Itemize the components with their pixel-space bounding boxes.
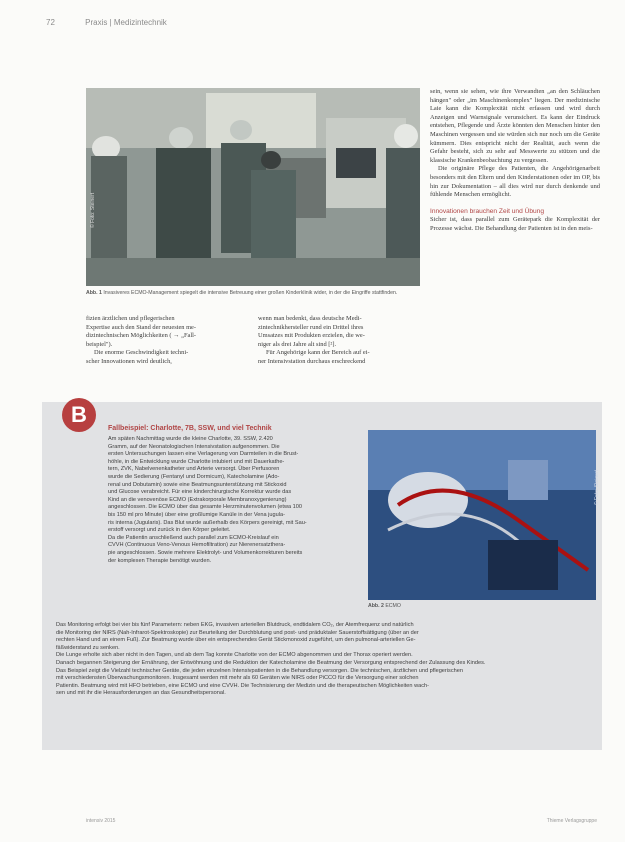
case-box-title: Fallbeispiel: Charlotte, 7B, SSW, und viel Technik — [108, 425, 272, 432]
case-line: Patientin. Beatmung wird mit HFO betrieben, eine ECMO und eine CVVH. Die Technisierung der Medizin und die therapeutischen Möglichkeiten wach- — [56, 682, 430, 689]
case-box-text-left — [108, 436, 360, 565]
figure-2-photo — [368, 430, 600, 600]
col3-paragraph-2: Die originäre Pflege des Patienten, die Angehörigenarbeit besonders mit den Eltern und den Kinderstationen oder im OP, bis hin zur Dokumentation – all dies wird nur durch denkende und fühlende Menschen ermöglicht. — [430, 165, 600, 199]
col2-line: Für Angehörige kann der Bereich auf ei- — [266, 349, 370, 357]
footer-right: Thieme Verlagsgruppe — [546, 818, 597, 824]
col1-line: Expertise auch den Stand der neuesten me- — [86, 323, 197, 331]
case-line: ris interna (Jugularis). Das Blut wurde außerhalb des Körpers gereinigt, mit Sau- — [108, 519, 307, 526]
col2-line: zintechnikhersteller rund ein Drittel ihres — [258, 323, 364, 331]
case-line: wurde die Sedierung (Fentanyl und Dormicum), Katecholamine (Ado- — [108, 473, 280, 480]
case-line: Am späten Nachmittag wurde die kleine Charlotte, 39. SSW, 2.420 — [108, 436, 273, 442]
col1-line: Die enorme Geschwindigkeit techni- — [94, 349, 189, 357]
case-box-badge: B — [62, 398, 96, 432]
case-line: Gramm, auf der Neonatologischen Intensivstation aufgenommen. Die — [108, 443, 280, 450]
case-line: rechten Hand und an einem Fuß). Zur Beatmung wurde über ein entsprechendes Gerät Stickmonoxid zugeführt, um den pulmonal-arteriellen Ge- — [56, 637, 416, 644]
icu-scene-illustration — [86, 88, 420, 286]
case-box-text-bottom — [56, 622, 596, 698]
case-line: ersten Untersuchungen lassen eine Verlagerung von Darmteilen in die Brust- — [108, 451, 299, 458]
col1-line: dizintechnischen Möglichkeiten ( → „Fall- — [86, 332, 197, 340]
case-line: erstoff versorgt und zurück in den Körper geleitet. — [108, 527, 231, 534]
case-line: Da die Patientin anschließend auch parallel zum ECMO-Kreislauf ein — [108, 534, 279, 541]
case-line: pie angeschlossen. Sowie mehrere Elektrolyt- und Volumenkorrekturen bereits — [108, 549, 303, 556]
case-line: mit verschiedensten Überwachungsmonitoren. Insgesamt werden mit mehr als 60 Geräten wie NIRS oder PiCCO für die Versorgung einer solchen — [56, 675, 419, 682]
col3-paragraph-1: sein, wenn sie sehen, wie ihre Verwandten „an den Schläuchen hängen" oder „im Maschinenkomplex" liegen. Der medizinische Laie kann die Komplexität nicht erfassen und wird durch Anzeigen und Warnsignale verunsichert. Es kann der Eindruck entstehen, Pflegende und Ärzte könnten den Menschen hinter den Maschinen vergessen und sie würden sich nur noch um die Geräte kümmern. Dies entspricht nicht der Realität, auch wenn die Gefahr besteht, sich zu sehr auf Messwerte zu stützen und die klassische Krankenbeobachtung zu vergessen. — [430, 88, 600, 164]
figure-1-caption-text: Invasiveres ECMO-Management spiegelt die intensive Betreuung einer großen Kinderklinik wider, in der die Eingriffe stattfinden. — [103, 290, 398, 296]
figure-1-credit: © Foto: Steinert — [90, 192, 96, 228]
footer-left: intensiv 2015 — [86, 818, 116, 824]
case-line: angeschlossen. Die ECMO über das gesamte Herzminutenvolumen (etwa 100 — [108, 504, 303, 511]
text-column-3 — [430, 88, 600, 234]
case-line: höhle, in die Entwicklung wurde Charlotte intubiert und mit Dauerkathe- — [108, 458, 285, 465]
case-line: Danach begannen Steigerung der Ernährung, der Entwöhnung und die Reduktion der Katecholamine die Beatmung der Versorgung entsprechend der Zulassung des Kindes. — [56, 659, 486, 666]
case-line: renal und Dobutamin) sowie eine Beatmungsunterstützung mit Stickoxid — [108, 481, 287, 488]
text-column-2 — [258, 315, 420, 367]
figure-2-credit: © Foto: Steinert — [594, 470, 600, 506]
figure-1-photo — [86, 88, 420, 286]
col1-line: fizien ärztlichen und pflegerischen — [86, 315, 175, 322]
case-line: Das Beispiel zeigt die Vielzahl technischer Geräte, die jeden einzelnen Intensivpatienten in die Behandlung versorgen. Die technischen, ärztlichen und pflegerischen — [56, 667, 463, 674]
col1-line: beispiel"). — [86, 340, 113, 348]
case-line: der komplexen Therapie benötigt wurden. — [108, 557, 212, 564]
case-line: Die Lunge erholte sich aber nicht in den Tagen, und ab dem Tag konnte Charlotte von der ECMO abgenommen und der Thorax operiert werden. — [56, 652, 413, 659]
col2-line: ner Intensivstation durchaus erschreckend — [258, 357, 366, 365]
figure-2-caption-label: Abb. 2 — [368, 603, 384, 609]
case-line: die Monitoring der NIRS (Nah-Infrarot-Spektroskopie) zur Beurteilung der Durchblutung und post- und präduktaler Sauerstoffsättigung (über an der — [56, 629, 419, 636]
col3-paragraph-3: Sicher ist, dass parallel zum Gerätepark die Komplexität der Prozesse wächst. Die Behandlung der Patienten ist in den meis- — [430, 216, 600, 232]
case-line: tern, ZVK, Nabelvenenkatheter und Arterie versorgt. Über Perfusoren — [108, 466, 280, 473]
case-line: sen und mit ihr die Herausforderungen an das Gesundheitspersonal. — [56, 690, 226, 697]
figure-2-caption — [368, 603, 401, 610]
page-number: 72 — [46, 18, 55, 27]
figure-2-caption-text: ECMO — [385, 603, 401, 609]
figure-1-caption — [86, 290, 420, 297]
col2-line: niger als drei Jahre alt sind [²]. — [258, 340, 337, 348]
header-title: Praxis | Medizintechnik — [85, 18, 167, 27]
case-line: Das Monitoring erfolgt bei vier bis fünf Parametern: neben EKG, invasiven arteriellen Blutdruck, endtidalem CO₂, der Atemfrequenz und natürlich — [56, 622, 414, 628]
case-line: und Glucose verabreicht. Für eine kinderchirurgische Korrektur wurde das — [108, 489, 292, 496]
text-column-1 — [86, 315, 246, 367]
ecmo-device-illustration — [368, 430, 596, 600]
case-line: bis 150 ml pro Minute) über eine großlumige Kanüle in der Vena jugula- — [108, 511, 285, 518]
col1-line: scher Innovationen wird deutlich, — [86, 357, 172, 365]
case-line: fäßwiderstand zu senken. — [56, 644, 120, 651]
running-header — [46, 18, 167, 27]
col2-line: Umsatzes mit Produkten erzielen, die we- — [258, 332, 365, 340]
case-line: CVVH (Continuous Veno-Venous Hemofiltration) zur Nierenersatzthera- — [108, 542, 286, 549]
case-line: Kind an die venovenöse ECMO (Extrakorporale Membranoxygenierung) — [108, 496, 287, 503]
col2-line: wenn man bedenkt, dass deutsche Medi- — [258, 315, 362, 322]
col3-subheading: Innovationen brauchen Zeit und Übung — [430, 207, 545, 215]
figure-1-caption-label: Abb. 1 — [86, 290, 102, 296]
